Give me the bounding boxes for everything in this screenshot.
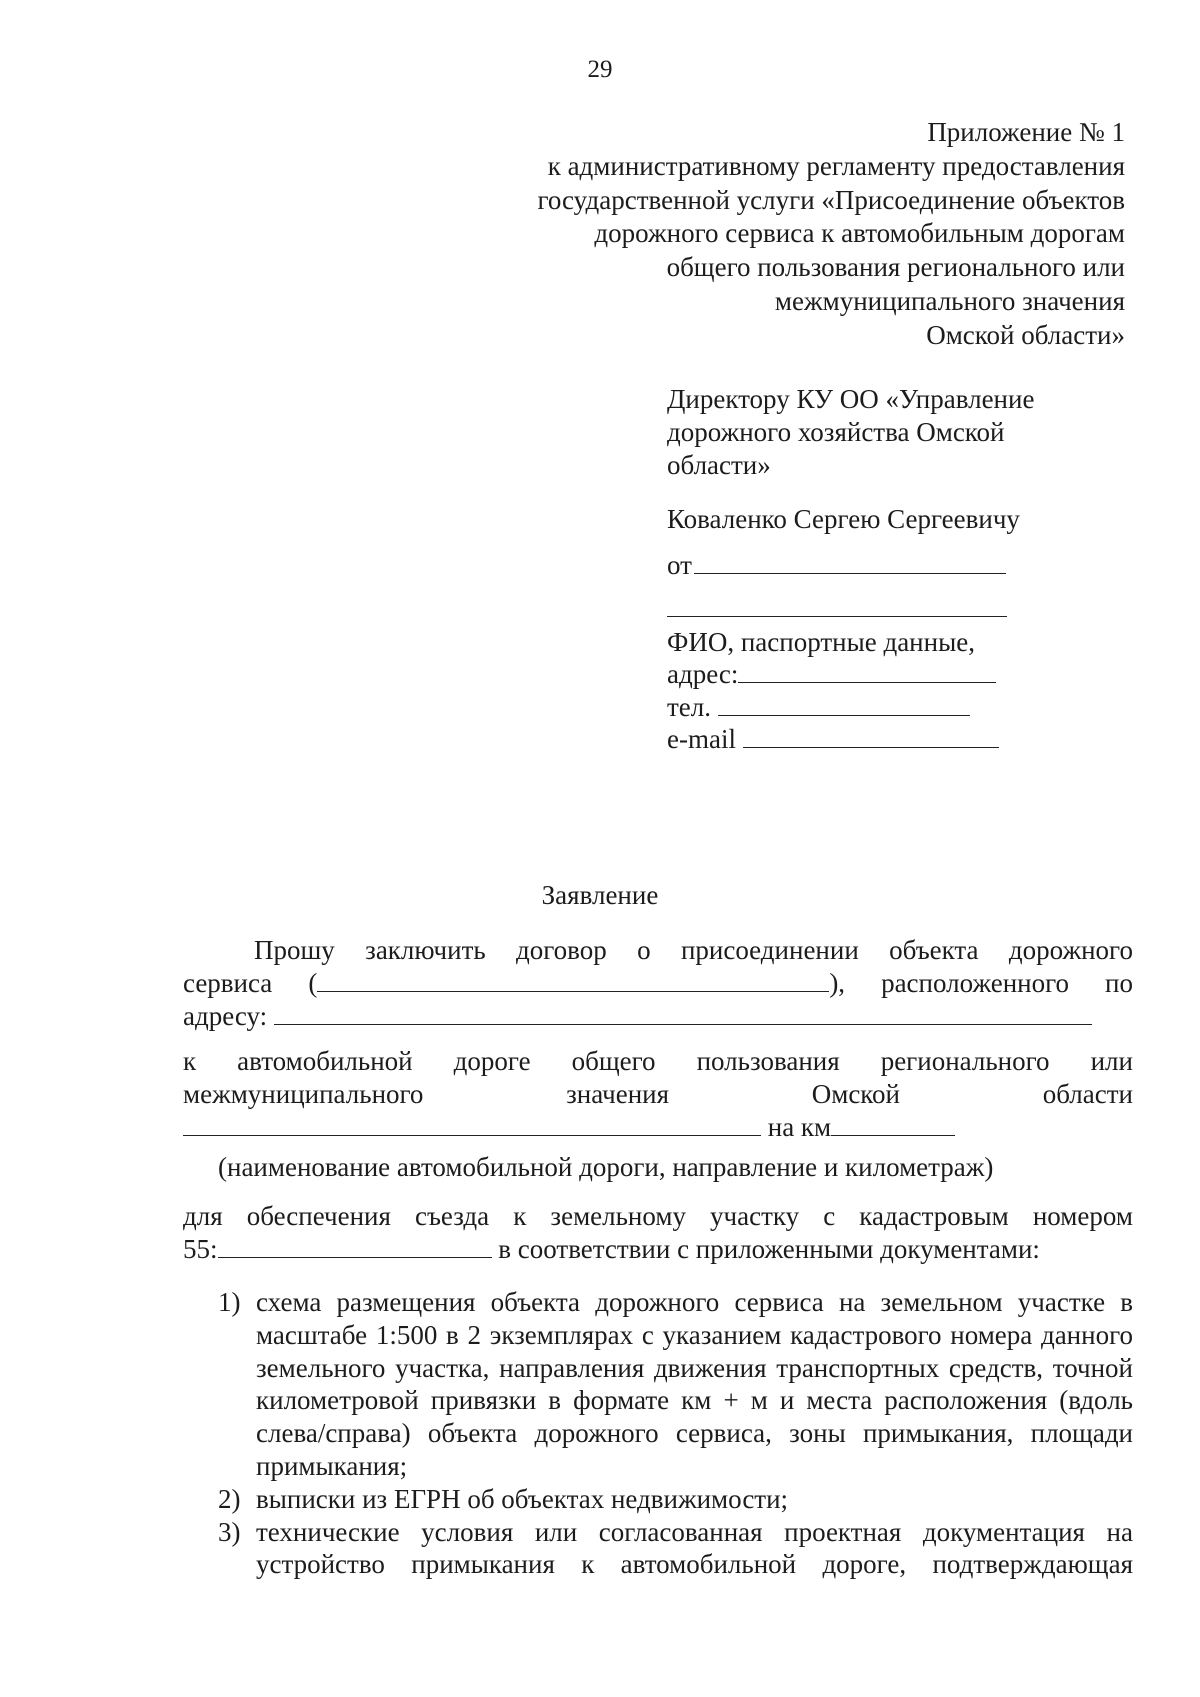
appendix-line: к административному регламенту предоставления [547, 150, 1125, 181]
road-line-1 [183, 1045, 1133, 1078]
word: заключить [365, 935, 486, 965]
word: автомобильной [237, 1046, 413, 1076]
purpose-paragraph [183, 1200, 1133, 1266]
word: номером [1032, 1201, 1133, 1231]
road-line-3 [183, 1111, 1133, 1144]
request-line-3 [183, 1000, 1133, 1033]
word: договор [516, 935, 607, 965]
list-item-number: 1) [218, 1287, 241, 1317]
word: регионального [880, 1046, 1050, 1076]
documents-list [218, 1286, 1133, 1581]
word: для [183, 1201, 223, 1231]
appendix-line: дорожного сервиса к автомобильным дорогам [594, 218, 1125, 249]
list-item-text: выписки из ЕГРН об объектах недвижимости; [256, 1483, 789, 1514]
purpose-line-2 [183, 1233, 1133, 1266]
road-name-field[interactable] [183, 1111, 761, 1136]
request-line-1 [183, 934, 1133, 967]
word: расположенного [881, 968, 1070, 998]
addressee-to: Директору КУ ОО «Управление дорожного хозяйства Омской области» [667, 384, 1035, 480]
appendix-line: государственной услуги «Присоединение объектов [537, 184, 1125, 215]
word: Прошу [254, 935, 335, 965]
paren-close: ), [829, 968, 846, 998]
list-item-number: 3) [218, 1516, 241, 1547]
paren-open: ( [308, 968, 318, 998]
appendix-line: общего пользования регионального или [666, 252, 1125, 283]
appendix-header [485, 116, 1125, 353]
purpose-line-1 [183, 1200, 1133, 1233]
email-label: e-mail [667, 724, 736, 755]
phone-field[interactable] [718, 693, 970, 716]
word: с [823, 1201, 836, 1231]
page-number: 29 [587, 56, 613, 83]
document-title: Заявление [541, 880, 659, 910]
service-name-field[interactable] [317, 967, 829, 992]
road-field-caption: (наименование автомобильной дороги, направление и километраж) [218, 1152, 994, 1182]
from-field[interactable] [694, 549, 1006, 574]
list-item [218, 1286, 1133, 1483]
address-field[interactable] [738, 660, 996, 683]
km-label: на км [767, 1112, 832, 1142]
addressee-name: Коваленко Сергею Сергеевичу [667, 504, 1020, 534]
appendix-line: межмуниципального значения [774, 285, 1125, 316]
appendix-line: Омской области» [926, 319, 1125, 350]
word: обеспечения [246, 1201, 391, 1231]
word: земельному [550, 1201, 686, 1231]
address-label: адрес: [667, 659, 739, 690]
word: Омской [811, 1079, 900, 1109]
word: о [637, 935, 651, 965]
phone-label: тел. [667, 691, 712, 722]
appendix-line: Приложение № 1 [927, 117, 1125, 147]
from-field-continuation[interactable] [667, 616, 1007, 617]
list-item [218, 1483, 1133, 1516]
object-address-field[interactable] [274, 1000, 1092, 1025]
list-item-text: схема размещения объекта дорожного сервиса на земельном участке в масштабе 1:500 в 2 экземплярах с указанием кадастрового номера данного земельного участка, направления движения транспортных средств, точной километровой привязки в формате км + м и места расположения (вдоль слева/справа) объекта дорожного сервиса, зоны примыкания, площади примыкания; [256, 1287, 1133, 1481]
word: по [1105, 968, 1133, 998]
applicant-details [667, 626, 999, 756]
word: к [183, 1046, 197, 1076]
from-line [667, 549, 1006, 581]
list-item-text: технические условия или согласованная проектная документация на устройство примыкания к автомобильной дороге, подтверждающая [256, 1516, 1133, 1580]
km-field[interactable] [831, 1111, 955, 1136]
word: к [513, 1201, 527, 1231]
cadastral-prefix: 55: [183, 1234, 218, 1264]
road-line-2 [183, 1078, 1133, 1111]
cadastral-number-field[interactable] [218, 1233, 492, 1258]
details-label: ФИО, паспортные данные, [667, 627, 975, 657]
word: кадастровым [859, 1201, 1009, 1231]
service-name-group [308, 967, 845, 1000]
word: или [1090, 1046, 1133, 1076]
word: области [1042, 1079, 1133, 1109]
request-paragraph [183, 934, 1133, 1144]
from-label: от [667, 550, 692, 580]
request-line-2 [183, 967, 1133, 1000]
word: сервиса [183, 968, 273, 998]
word: межмуниципального [183, 1079, 424, 1109]
list-item [218, 1516, 1133, 1582]
addressee-block [667, 383, 1087, 536]
word: общего [571, 1046, 656, 1076]
address-label: адресу: [183, 1001, 268, 1031]
word: дороге [453, 1046, 531, 1076]
word: участку [710, 1201, 800, 1231]
word: значения [566, 1079, 670, 1109]
purpose-suffix: в соответствии с приложенными документами: [498, 1234, 1040, 1264]
word: объекта [889, 935, 979, 965]
word: пользования [696, 1046, 840, 1076]
word: дорожного [1008, 935, 1133, 965]
email-field[interactable] [743, 725, 999, 748]
list-item-number: 2) [218, 1483, 241, 1514]
word: съезда [414, 1201, 490, 1231]
word: присоединении [680, 935, 859, 965]
